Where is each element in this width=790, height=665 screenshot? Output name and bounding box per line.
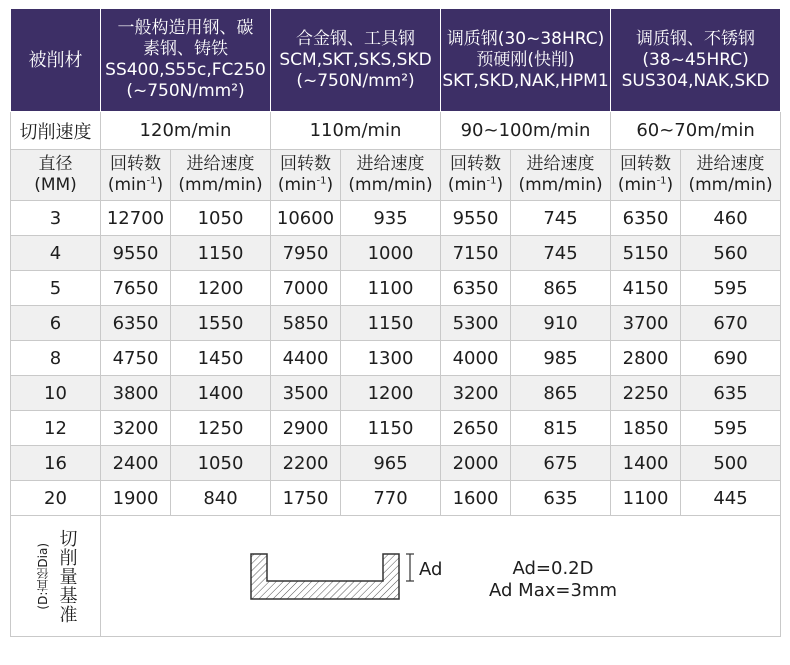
rpm-unit-exponent: -1 bbox=[146, 175, 157, 187]
material-header-label: 被削材 bbox=[11, 9, 101, 112]
feed-cell: 910 bbox=[511, 306, 611, 341]
rpm-cell: 6350 bbox=[611, 201, 681, 236]
feed-header-label: 进给速度 bbox=[186, 154, 255, 174]
feed-cell: 1050 bbox=[171, 201, 271, 236]
rpm-header bbox=[101, 150, 171, 201]
diameter-cell: 5 bbox=[11, 271, 101, 306]
rpm-cell: 5150 bbox=[611, 236, 681, 271]
rpm-header-unit bbox=[441, 175, 510, 196]
material-group-4 bbox=[611, 9, 781, 112]
material-group-4-line: SUS304,NAK,SKD bbox=[621, 70, 770, 91]
feed-cell: 1150 bbox=[341, 306, 441, 341]
feed-cell: 675 bbox=[511, 446, 611, 481]
rpm-cell: 5850 bbox=[271, 306, 341, 341]
rpm-cell: 6350 bbox=[101, 306, 171, 341]
table-row bbox=[11, 411, 781, 446]
feed-cell: 1050 bbox=[171, 446, 271, 481]
rpm-cell: 3500 bbox=[271, 376, 341, 411]
material-group-3 bbox=[441, 9, 611, 112]
feed-header bbox=[681, 150, 781, 201]
rpm-cell: 2800 bbox=[611, 341, 681, 376]
diameter-header-unit: (MM) bbox=[34, 175, 77, 195]
cutting-amount-diagram-cell bbox=[101, 516, 781, 637]
rpm-header-label: 回转数 bbox=[450, 154, 502, 174]
feed-header-unit: (mm/min) bbox=[688, 175, 773, 195]
rpm-cell: 3200 bbox=[101, 411, 171, 446]
feed-cell: 1100 bbox=[341, 271, 441, 306]
feed-cell: 985 bbox=[511, 341, 611, 376]
material-group-2-line: 合金钢、工具钢 bbox=[296, 28, 416, 49]
feed-cell: 935 bbox=[341, 201, 441, 236]
feed-header-unit: (mm/min) bbox=[178, 175, 263, 195]
diameter-cell: 4 bbox=[11, 236, 101, 271]
rpm-header bbox=[271, 150, 341, 201]
rpm-cell: 7650 bbox=[101, 271, 171, 306]
feed-header-unit: (mm/min) bbox=[518, 175, 603, 195]
cutting-conditions-table bbox=[10, 8, 781, 637]
column-subheader-row bbox=[11, 150, 781, 201]
rpm-cell: 7000 bbox=[271, 271, 341, 306]
rpm-cell: 2200 bbox=[271, 446, 341, 481]
diameter-cell: 12 bbox=[11, 411, 101, 446]
feed-cell: 460 bbox=[681, 201, 781, 236]
feed-cell: 690 bbox=[681, 341, 781, 376]
workpiece-profile bbox=[251, 554, 399, 599]
rpm-cell: 4150 bbox=[611, 271, 681, 306]
table-row bbox=[11, 201, 781, 236]
feed-cell: 1000 bbox=[341, 236, 441, 271]
rpm-header-unit bbox=[611, 175, 680, 196]
cutting-speed-value: 120m/min bbox=[101, 112, 271, 150]
cutting-amount-row bbox=[11, 516, 781, 637]
rpm-cell: 1850 bbox=[611, 411, 681, 446]
rpm-unit-exponent: -1 bbox=[656, 175, 667, 187]
feed-header bbox=[341, 150, 441, 201]
material-group-3-line: 调质钢(30~38HRC) bbox=[446, 28, 605, 49]
rpm-cell: 9550 bbox=[101, 236, 171, 271]
feed-cell: 595 bbox=[681, 271, 781, 306]
rpm-cell: 3800 bbox=[101, 376, 171, 411]
feed-header-unit: (mm/min) bbox=[348, 175, 433, 195]
rpm-cell: 2250 bbox=[611, 376, 681, 411]
rpm-cell: 4750 bbox=[101, 341, 171, 376]
diameter-cell: 16 bbox=[11, 446, 101, 481]
depth-ad-label: Ad bbox=[419, 559, 443, 580]
feed-cell: 1450 bbox=[171, 341, 271, 376]
feed-cell: 1150 bbox=[341, 411, 441, 446]
feed-cell: 595 bbox=[681, 411, 781, 446]
feed-cell: 965 bbox=[341, 446, 441, 481]
table-row bbox=[11, 341, 781, 376]
feed-cell: 1150 bbox=[171, 236, 271, 271]
rpm-header bbox=[611, 150, 681, 201]
cutting-amount-label-cell bbox=[11, 516, 101, 637]
rpm-header-unit bbox=[271, 175, 340, 196]
feed-header-label: 进给速度 bbox=[696, 154, 765, 174]
depth-max: Ad Max=3mm bbox=[489, 580, 617, 601]
table-row bbox=[11, 376, 781, 411]
rpm-cell: 1750 bbox=[271, 481, 341, 516]
rpm-cell: 2650 bbox=[441, 411, 511, 446]
rpm-cell: 1900 bbox=[101, 481, 171, 516]
feed-cell: 635 bbox=[681, 376, 781, 411]
material-group-1 bbox=[101, 9, 271, 112]
feed-cell: 865 bbox=[511, 271, 611, 306]
feed-cell: 635 bbox=[511, 481, 611, 516]
cutting-speed-row bbox=[11, 112, 781, 150]
material-group-3-line: 预硬刚(快削) bbox=[476, 49, 575, 70]
feed-cell: 1400 bbox=[171, 376, 271, 411]
cutting-speed-label: 切削速度 bbox=[11, 112, 101, 150]
cutting-speed-value: 110m/min bbox=[271, 112, 441, 150]
table-row bbox=[11, 306, 781, 341]
material-group-4-line: (38~45HRC) bbox=[642, 49, 749, 70]
feed-cell: 445 bbox=[681, 481, 781, 516]
rpm-unit-exponent: -1 bbox=[486, 175, 497, 187]
cutting-speed-value: 90~100m/min bbox=[441, 112, 611, 150]
diameter-cell: 8 bbox=[11, 341, 101, 376]
feed-cell: 1200 bbox=[171, 271, 271, 306]
material-group-2-line: SCM,SKT,SKS,SKD bbox=[279, 49, 432, 70]
rpm-unit-base: (min bbox=[107, 175, 147, 195]
rpm-unit-close: ) bbox=[496, 175, 504, 195]
feed-cell: 815 bbox=[511, 411, 611, 446]
feed-cell: 745 bbox=[511, 236, 611, 271]
cutting-amount-label: 切削量基准 bbox=[56, 528, 78, 624]
table-row bbox=[11, 236, 781, 271]
feed-cell: 1250 bbox=[171, 411, 271, 446]
diameter-cell: 20 bbox=[11, 481, 101, 516]
feed-cell: 500 bbox=[681, 446, 781, 481]
rpm-cell: 2000 bbox=[441, 446, 511, 481]
feed-cell: 865 bbox=[511, 376, 611, 411]
rpm-cell: 7150 bbox=[441, 236, 511, 271]
table-row bbox=[11, 446, 781, 481]
material-header-row bbox=[11, 9, 781, 112]
cutting-depth-diagram bbox=[101, 516, 780, 636]
material-group-1-line: 素钢、铸铁 bbox=[143, 39, 228, 59]
rpm-unit-close: ) bbox=[156, 175, 164, 195]
rpm-cell: 12700 bbox=[101, 201, 171, 236]
rpm-cell: 2400 bbox=[101, 446, 171, 481]
rpm-unit-exponent: -1 bbox=[316, 175, 327, 187]
rpm-cell: 1400 bbox=[611, 446, 681, 481]
feed-cell: 670 bbox=[681, 306, 781, 341]
feed-cell: 840 bbox=[171, 481, 271, 516]
material-group-1-line: SS400,S55c,FC250 bbox=[105, 60, 266, 80]
feed-cell: 1300 bbox=[341, 341, 441, 376]
rpm-cell: 6350 bbox=[441, 271, 511, 306]
diameter-cell: 10 bbox=[11, 376, 101, 411]
rpm-cell: 1600 bbox=[441, 481, 511, 516]
material-group-1-line: (~750N/mm²) bbox=[126, 81, 245, 101]
rpm-header-label: 回转数 bbox=[620, 154, 672, 174]
rpm-header-label: 回转数 bbox=[280, 154, 332, 174]
rpm-header-unit bbox=[101, 175, 170, 196]
rpm-cell: 3200 bbox=[441, 376, 511, 411]
rpm-unit-base: (min bbox=[617, 175, 657, 195]
rpm-cell: 5300 bbox=[441, 306, 511, 341]
diameter-cell: 3 bbox=[11, 201, 101, 236]
table-row bbox=[11, 271, 781, 306]
feed-header bbox=[171, 150, 271, 201]
feed-cell: 1550 bbox=[171, 306, 271, 341]
feed-header bbox=[511, 150, 611, 201]
rpm-cell: 4400 bbox=[271, 341, 341, 376]
feed-cell: 745 bbox=[511, 201, 611, 236]
diameter-header bbox=[11, 150, 101, 201]
material-group-1-line: 一般构造用钢、碳 bbox=[117, 18, 254, 38]
material-group-2 bbox=[271, 9, 441, 112]
cutting-conditions-table-container bbox=[10, 8, 780, 637]
feed-header-label: 进给速度 bbox=[526, 154, 595, 174]
rpm-cell: 2900 bbox=[271, 411, 341, 446]
material-group-2-line: (~750N/mm²) bbox=[296, 70, 415, 91]
material-group-4-line: 调质钢、不锈钢 bbox=[636, 28, 756, 49]
rpm-cell: 4000 bbox=[441, 341, 511, 376]
rpm-unit-base: (min bbox=[277, 175, 317, 195]
rpm-cell: 7950 bbox=[271, 236, 341, 271]
cutting-speed-value: 60~70m/min bbox=[611, 112, 781, 150]
depth-formula: Ad=0.2D bbox=[512, 558, 594, 579]
rpm-header bbox=[441, 150, 511, 201]
rpm-unit-close: ) bbox=[666, 175, 674, 195]
material-group-3-line: SKT,SKD,NAK,HPM1 bbox=[442, 70, 609, 91]
table-row bbox=[11, 481, 781, 516]
diameter-note: (D:直径Dia) bbox=[35, 542, 50, 610]
diameter-cell: 6 bbox=[11, 306, 101, 341]
rpm-cell: 1100 bbox=[611, 481, 681, 516]
rpm-cell: 9550 bbox=[441, 201, 511, 236]
rpm-cell: 10600 bbox=[271, 201, 341, 236]
rpm-unit-close: ) bbox=[326, 175, 334, 195]
rpm-header-label: 回转数 bbox=[110, 154, 161, 174]
rpm-cell: 3700 bbox=[611, 306, 681, 341]
rpm-unit-base: (min bbox=[447, 175, 487, 195]
feed-cell: 770 bbox=[341, 481, 441, 516]
feed-header-label: 进给速度 bbox=[356, 154, 425, 174]
feed-cell: 560 bbox=[681, 236, 781, 271]
feed-cell: 1200 bbox=[341, 376, 441, 411]
diameter-header-label: 直径 bbox=[38, 154, 73, 174]
